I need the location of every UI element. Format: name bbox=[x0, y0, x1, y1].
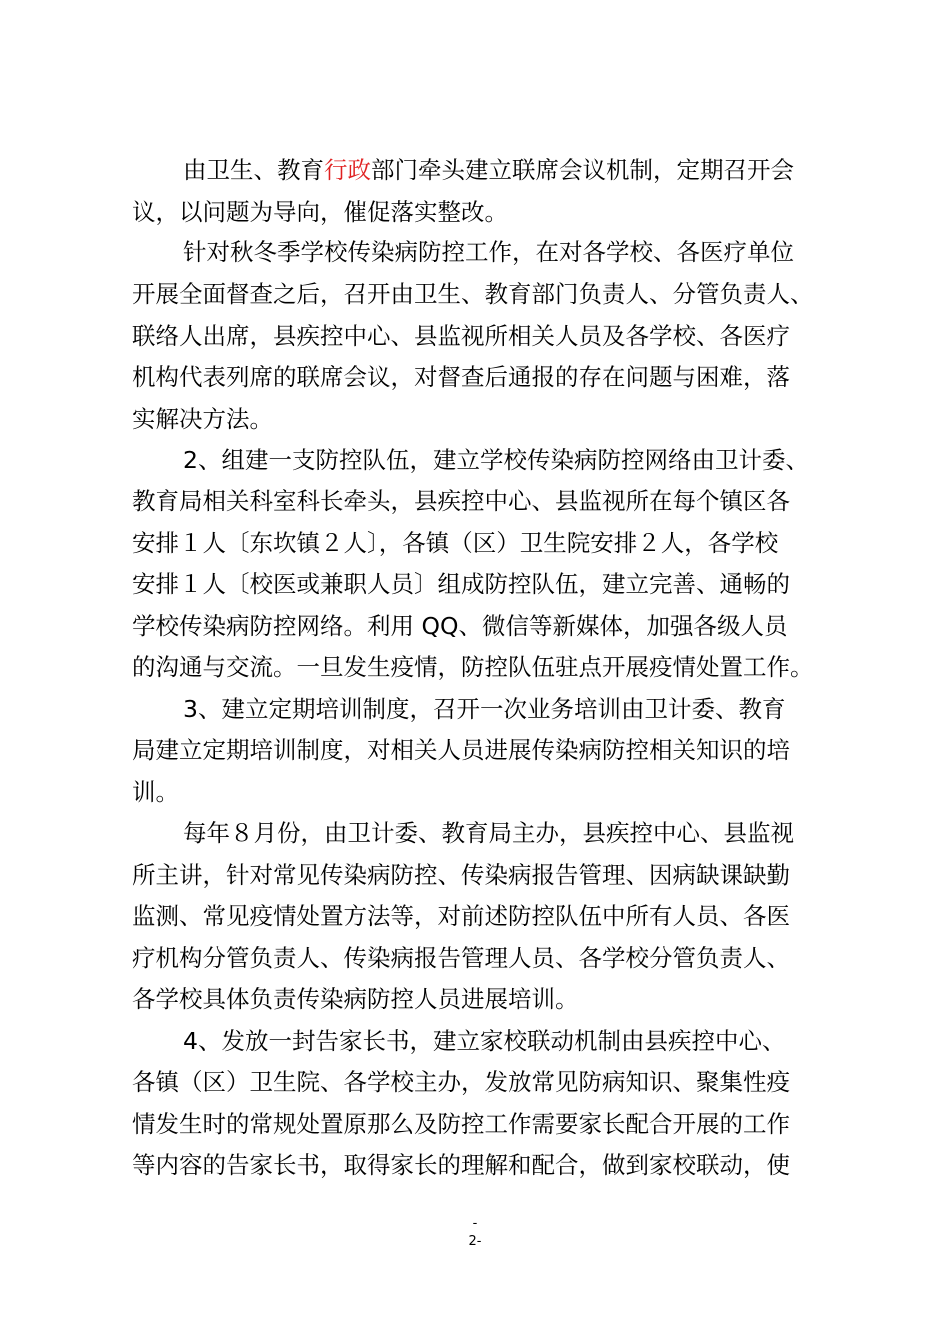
text-line bbox=[183, 1021, 950, 1061]
text-span: 各镇（区）卫生院、各学校主办，发放常见防病知识、聚集性疫 bbox=[132, 1068, 790, 1096]
text-line bbox=[132, 855, 950, 895]
text-line bbox=[132, 274, 950, 314]
page-number-dash: - bbox=[472, 1216, 478, 1231]
text-line bbox=[132, 1145, 950, 1185]
text-line bbox=[132, 730, 950, 770]
text-span: 监测、常见疫情处置方法等，对前述防控队伍中所有人员、各医 bbox=[132, 902, 790, 930]
text-span: 机构代表列席的联席会议，对督查后通报的存在问题与困难，落 bbox=[132, 363, 790, 391]
text-span: 由卫生、教育 bbox=[183, 156, 324, 184]
text-span: 每年８月份，由卫计委、教育局主办，县疾控中心、县监视 bbox=[183, 819, 794, 847]
text-line bbox=[183, 813, 950, 853]
text-span: 实解决方法。 bbox=[132, 405, 273, 433]
text-line bbox=[132, 481, 950, 521]
text-span: 安排１人〔校医或兼职人员〕组成防控队伍，建立完善、通畅的 bbox=[132, 570, 790, 598]
text-line bbox=[132, 896, 950, 936]
text-line bbox=[183, 689, 950, 729]
text-span: 针对秋冬季学校传染病防控工作，在对各学校、各医疗单位 bbox=[183, 238, 794, 266]
text-span: 等内容的告家长书，取得家长的理解和配合，做到家校联动，使 bbox=[132, 1151, 790, 1179]
text-span: 安排１人〔东坎镇２人〕，各镇（区）卫生院安排２人，各学校 bbox=[132, 529, 779, 557]
text-line bbox=[132, 564, 950, 604]
text-line bbox=[183, 150, 950, 190]
highlighted-text: 行政 bbox=[324, 156, 371, 184]
text-span: 3、建立定期培训制度，召开一次业务培训由卫计委、教育 bbox=[183, 695, 786, 723]
text-line bbox=[132, 979, 950, 1019]
text-line bbox=[132, 606, 950, 646]
text-line bbox=[132, 523, 950, 563]
text-span: 联络人出席，县疾控中心、县监视所相关人员及各学校、各医疗 bbox=[132, 322, 790, 350]
text-line bbox=[132, 938, 950, 978]
text-span: 情发生时的常规处置原那么及防控工作需要家长配合开展的工作 bbox=[132, 1110, 790, 1138]
text-span: 部门牵头建立联席会议机制，定期召开会 bbox=[371, 156, 794, 184]
page-number: 2- bbox=[468, 1234, 482, 1249]
text-line bbox=[132, 357, 950, 397]
text-span: 局建立定期培训制度，对相关人员进展传染病防控相关知识的培 bbox=[132, 736, 790, 764]
text-line bbox=[132, 1062, 950, 1102]
text-span: 4、发放一封告家长书，建立家校联动机制由县疾控中心、 bbox=[183, 1027, 786, 1055]
text-span: 议，以问题为导向，催促落实整改。 bbox=[132, 198, 508, 226]
text-line bbox=[132, 316, 950, 356]
text-line bbox=[132, 647, 950, 687]
text-line bbox=[132, 1104, 950, 1144]
text-line bbox=[183, 440, 950, 480]
text-span: 疗机构分管负责人、传染病报告管理人员、各学校分管负责人、 bbox=[132, 944, 790, 972]
text-span: 所主讲，针对常见传染病防控、传染病报告管理、因病缺课缺勤 bbox=[132, 861, 790, 889]
text-span: 训。 bbox=[132, 778, 179, 806]
text-span: 的沟通与交流。一旦发生疫情，防控队伍驻点开展疫情处置工作。 bbox=[132, 653, 814, 681]
text-span: 教育局相关科室科长牵头，县疾控中心、县监视所在每个镇区各 bbox=[132, 487, 790, 515]
text-span: 各学校具体负责传染病防控人员进展培训。 bbox=[132, 985, 579, 1013]
text-line bbox=[132, 772, 950, 812]
text-line bbox=[183, 232, 950, 272]
text-span: 2、组建一支防控队伍，建立学校传染病防控网络由卫计委、 bbox=[183, 446, 809, 474]
text-line bbox=[132, 399, 950, 439]
text-span: 开展全面督查之后，召开由卫生、教育部门负责人、分管负责人、 bbox=[132, 280, 814, 308]
text-span: 学校传染病防控网络。利用 QQ、微信等新媒体，加强各级人员 bbox=[132, 612, 788, 640]
text-line bbox=[132, 192, 950, 232]
